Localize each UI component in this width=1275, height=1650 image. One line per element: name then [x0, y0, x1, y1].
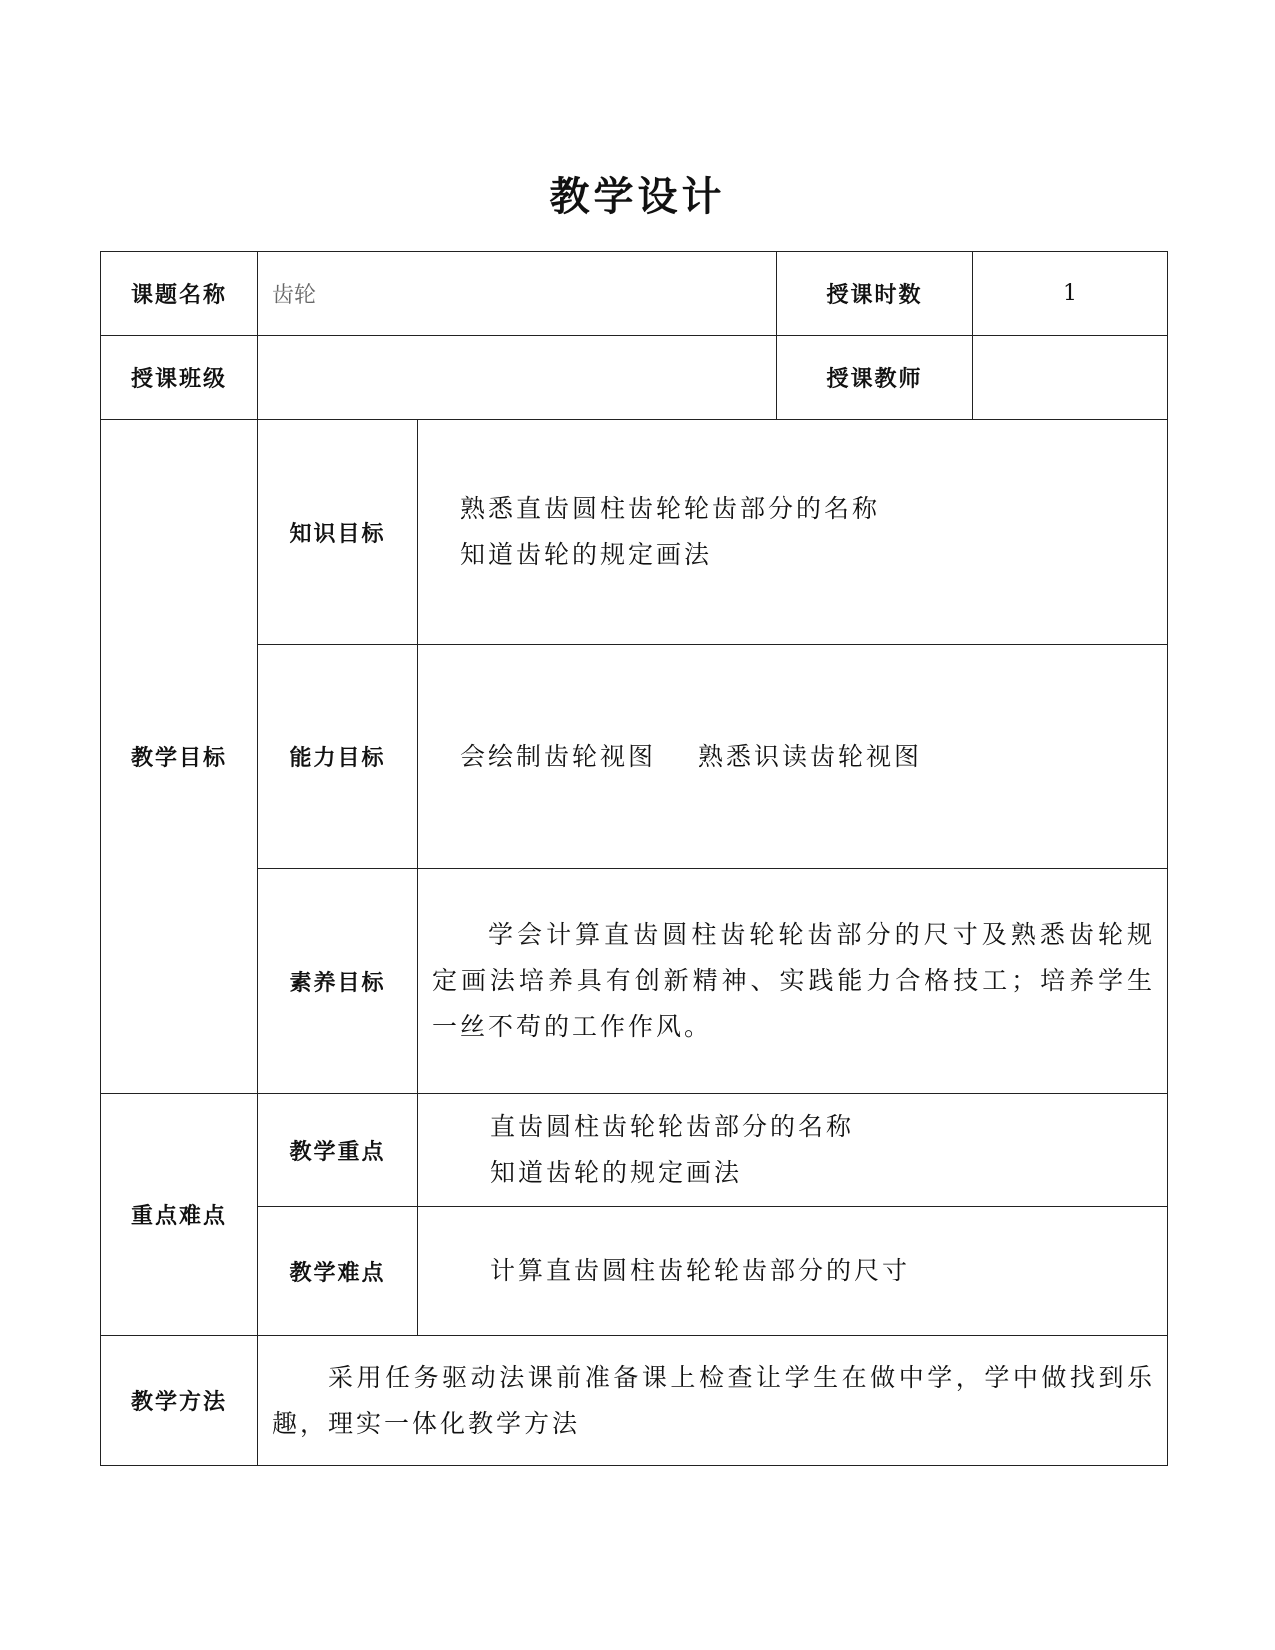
page-title: 教学设计: [549, 174, 726, 220]
knowledge-line: 熟悉直齿圆柱齿轮轮齿部分的名称: [460, 494, 881, 523]
row-class: [101, 336, 1168, 420]
row-course-name: [101, 252, 1168, 336]
key-points-label: 重点难点: [101, 1094, 258, 1336]
knowledge-content: [418, 420, 1168, 645]
focus-label: 教学重点: [258, 1094, 418, 1207]
objectives-label: 教学目标: [101, 420, 258, 1094]
row-focus: [101, 1094, 1168, 1207]
hours-label: 授课时数: [777, 252, 973, 336]
teacher-label: 授课教师: [777, 336, 973, 420]
methods-label: 教学方法: [101, 1336, 258, 1466]
class-label: 授课班级: [101, 336, 258, 420]
knowledge-line: 知道齿轮的规定画法: [460, 540, 713, 569]
focus-content: [418, 1094, 1168, 1207]
row-ability: [101, 645, 1168, 869]
difficulty-content: 计算直齿圆柱齿轮轮齿部分的尺寸: [418, 1207, 1168, 1336]
ability-content: [418, 645, 1168, 869]
teacher-value: [973, 336, 1168, 420]
ability-item: 会绘制齿轮视图: [460, 741, 657, 771]
row-knowledge: [101, 420, 1168, 645]
hours-value: 1: [973, 252, 1168, 336]
methods-content: 采用任务驱动法课前准备课上检查让学生在做中学，学中做找到乐趣，理实一体化教学方法: [258, 1336, 1168, 1466]
literacy-label: 素养目标: [258, 869, 418, 1094]
lesson-design-table: [100, 251, 1168, 1466]
knowledge-label: 知识目标: [258, 420, 418, 645]
literacy-content: 学会计算直齿圆柱齿轮轮齿部分的尺寸及熟悉齿轮规定画法培养具有创新精神、实践能力合格技工；培养学生一丝不苟的工作作风。: [418, 869, 1168, 1094]
focus-line: 直齿圆柱齿轮轮齿部分的名称: [490, 1112, 855, 1141]
row-difficulty: [101, 1207, 1168, 1336]
course-name-value: 齿轮: [258, 252, 777, 336]
row-literacy: [101, 869, 1168, 1094]
ability-label: 能力目标: [258, 645, 418, 869]
focus-line: 知道齿轮的规定画法: [490, 1158, 743, 1187]
course-name-label: 课题名称: [101, 252, 258, 336]
ability-item: 熟悉识读齿轮视图: [698, 741, 923, 771]
class-value: [258, 336, 777, 420]
difficulty-label: 教学难点: [258, 1207, 418, 1336]
row-methods: [101, 1336, 1168, 1466]
